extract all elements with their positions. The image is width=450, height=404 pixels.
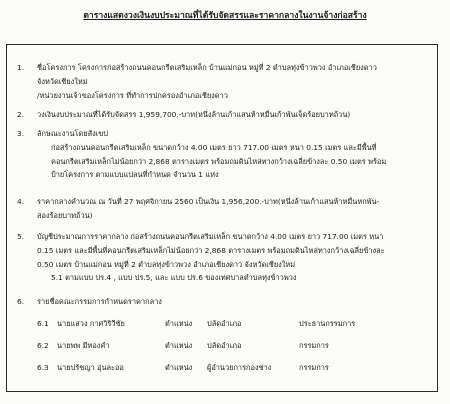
item-number: 1.: [17, 63, 25, 72]
item-text: ป้ายโครงการ ตามแบบแปลนที่กำหนด จำนวน 1 แห่ง: [51, 170, 219, 180]
item-text: /หน่วยงานเจ้าของโครงการ ที่ทำการปกครองอำเภอเชียงดาว: [37, 90, 228, 100]
item-text: ราคากลางคำนวณ ณ วันที่ 27 พฤศจิกายน 2560 เป็นเงิน 1,956,200.-บาท(หนึ่งล้านเก้าแสนห้าหมื่นหกพัน-: [37, 197, 380, 206]
committee-position-label: ตำแหน่ง: [165, 341, 193, 350]
committee-role: ประธานกรรมการ: [299, 319, 356, 328]
item-text: จังหวัดเชียงใหม่: [37, 76, 88, 86]
committee-position-label: ตำแหน่ง: [165, 363, 193, 372]
item-number: 3.: [17, 129, 25, 138]
item-text: รายชื่อคณะกรรมการกำหนดราคากลาง: [37, 297, 162, 306]
item-text: ชื่อโครงการ โครงการก่อสร้างถนนคอนกรีตเสริมเหล็ก บ้านแม่กอน หมู่ที่ 2 ตำบลทุ่งข้าวพวง อำเภอเชียงดาว: [37, 63, 377, 72]
document-body: [6, 44, 438, 392]
item-text: 5.1 ตามแบบ ปร.4 , แบบ ปร.5, และ แบบ ปร.6 ของเทศบาลตำบลทุ่งข้าวพวง: [51, 273, 297, 283]
item-text: 0.50 เมตร บ้านแม่กอน หมู่ที่ 2 ตำบลทุ่งข้าวพวง อำเภอเชียงดาว จังหวัดเชียงใหม่: [37, 259, 296, 269]
committee-position: ปลัดอำเภอ: [207, 341, 242, 350]
document-title: ตารางแสดงวงเงินงบประมาณที่ได้รับจัดสรรและราคากลางในงานจ้างก่อสร้าง: [83, 11, 367, 21]
committee-name: นายพพ มีทองคำ: [57, 341, 110, 350]
item-text: คอนกรีตเสริมเหล็กไม่น้อยกว่า 2,868 ตารางเมตร พร้อมถมดินไหล่ทางกว้างเฉลี่ยข้างละ 0.50 เมตร พร้อม: [51, 156, 387, 166]
item-number: 4.: [17, 197, 25, 206]
item-text: วงเงินงบประมาณที่ได้รับจัดสรร 1,959,700.-บาท(หนึ่งล้านเก้าแสนห้าหมื่นเก้าพันเจ็ดร้อยบาทถ้วน): [37, 110, 351, 119]
committee-role: กรรมการ: [299, 341, 329, 350]
item-text: บัญชีประมาณการราคากลาง ก่อสร้างถนนคอนกรีตเสริมเหล็ก ขนาดกว้าง 4.00 เมตร ยาว 717.00 เมตร หนา: [37, 232, 384, 241]
committee-number: 6.1: [37, 319, 49, 328]
committee-role: กรรมการ: [299, 363, 329, 372]
committee-position: ผู้อำนวยการกองช่าง: [207, 363, 272, 372]
committee-position: ปลัดอำเภอ: [207, 319, 242, 328]
item-number: 6.: [17, 297, 25, 306]
item-text: สองร้อยบาทถ้วน): [37, 210, 93, 220]
committee-position-label: ตำแหน่ง: [165, 319, 193, 328]
committee-name: นายแสวง กาศวิริวีซัย: [57, 319, 125, 328]
item-text: 0.15 เมตร และมีพื้นที่คอนกรีตเสริมเหล็กไม่น้อยกว่า 2,868 ตารางเมตร พร้อมถมดินไหล่ทางกว้างเฉลี่ยข้างละ: [37, 245, 385, 255]
committee-name: นายปรัชญา อุ่นละออ: [57, 363, 124, 372]
committee-number: 6.3: [37, 363, 49, 372]
item-number: 2.: [17, 110, 25, 119]
item-text: ก่อสร้างถนนคอนกรีตเสริมเหล็ก ขนาดกว้าง 4.00 เมตร ยาว 717.00 เมตร หนา 0.15 เมตร และมีพื้นที่: [51, 142, 377, 152]
item-number: 5.: [17, 232, 25, 241]
item-text: ลักษณะงานโดยสังเขป: [37, 129, 109, 138]
committee-number: 6.2: [37, 341, 49, 350]
